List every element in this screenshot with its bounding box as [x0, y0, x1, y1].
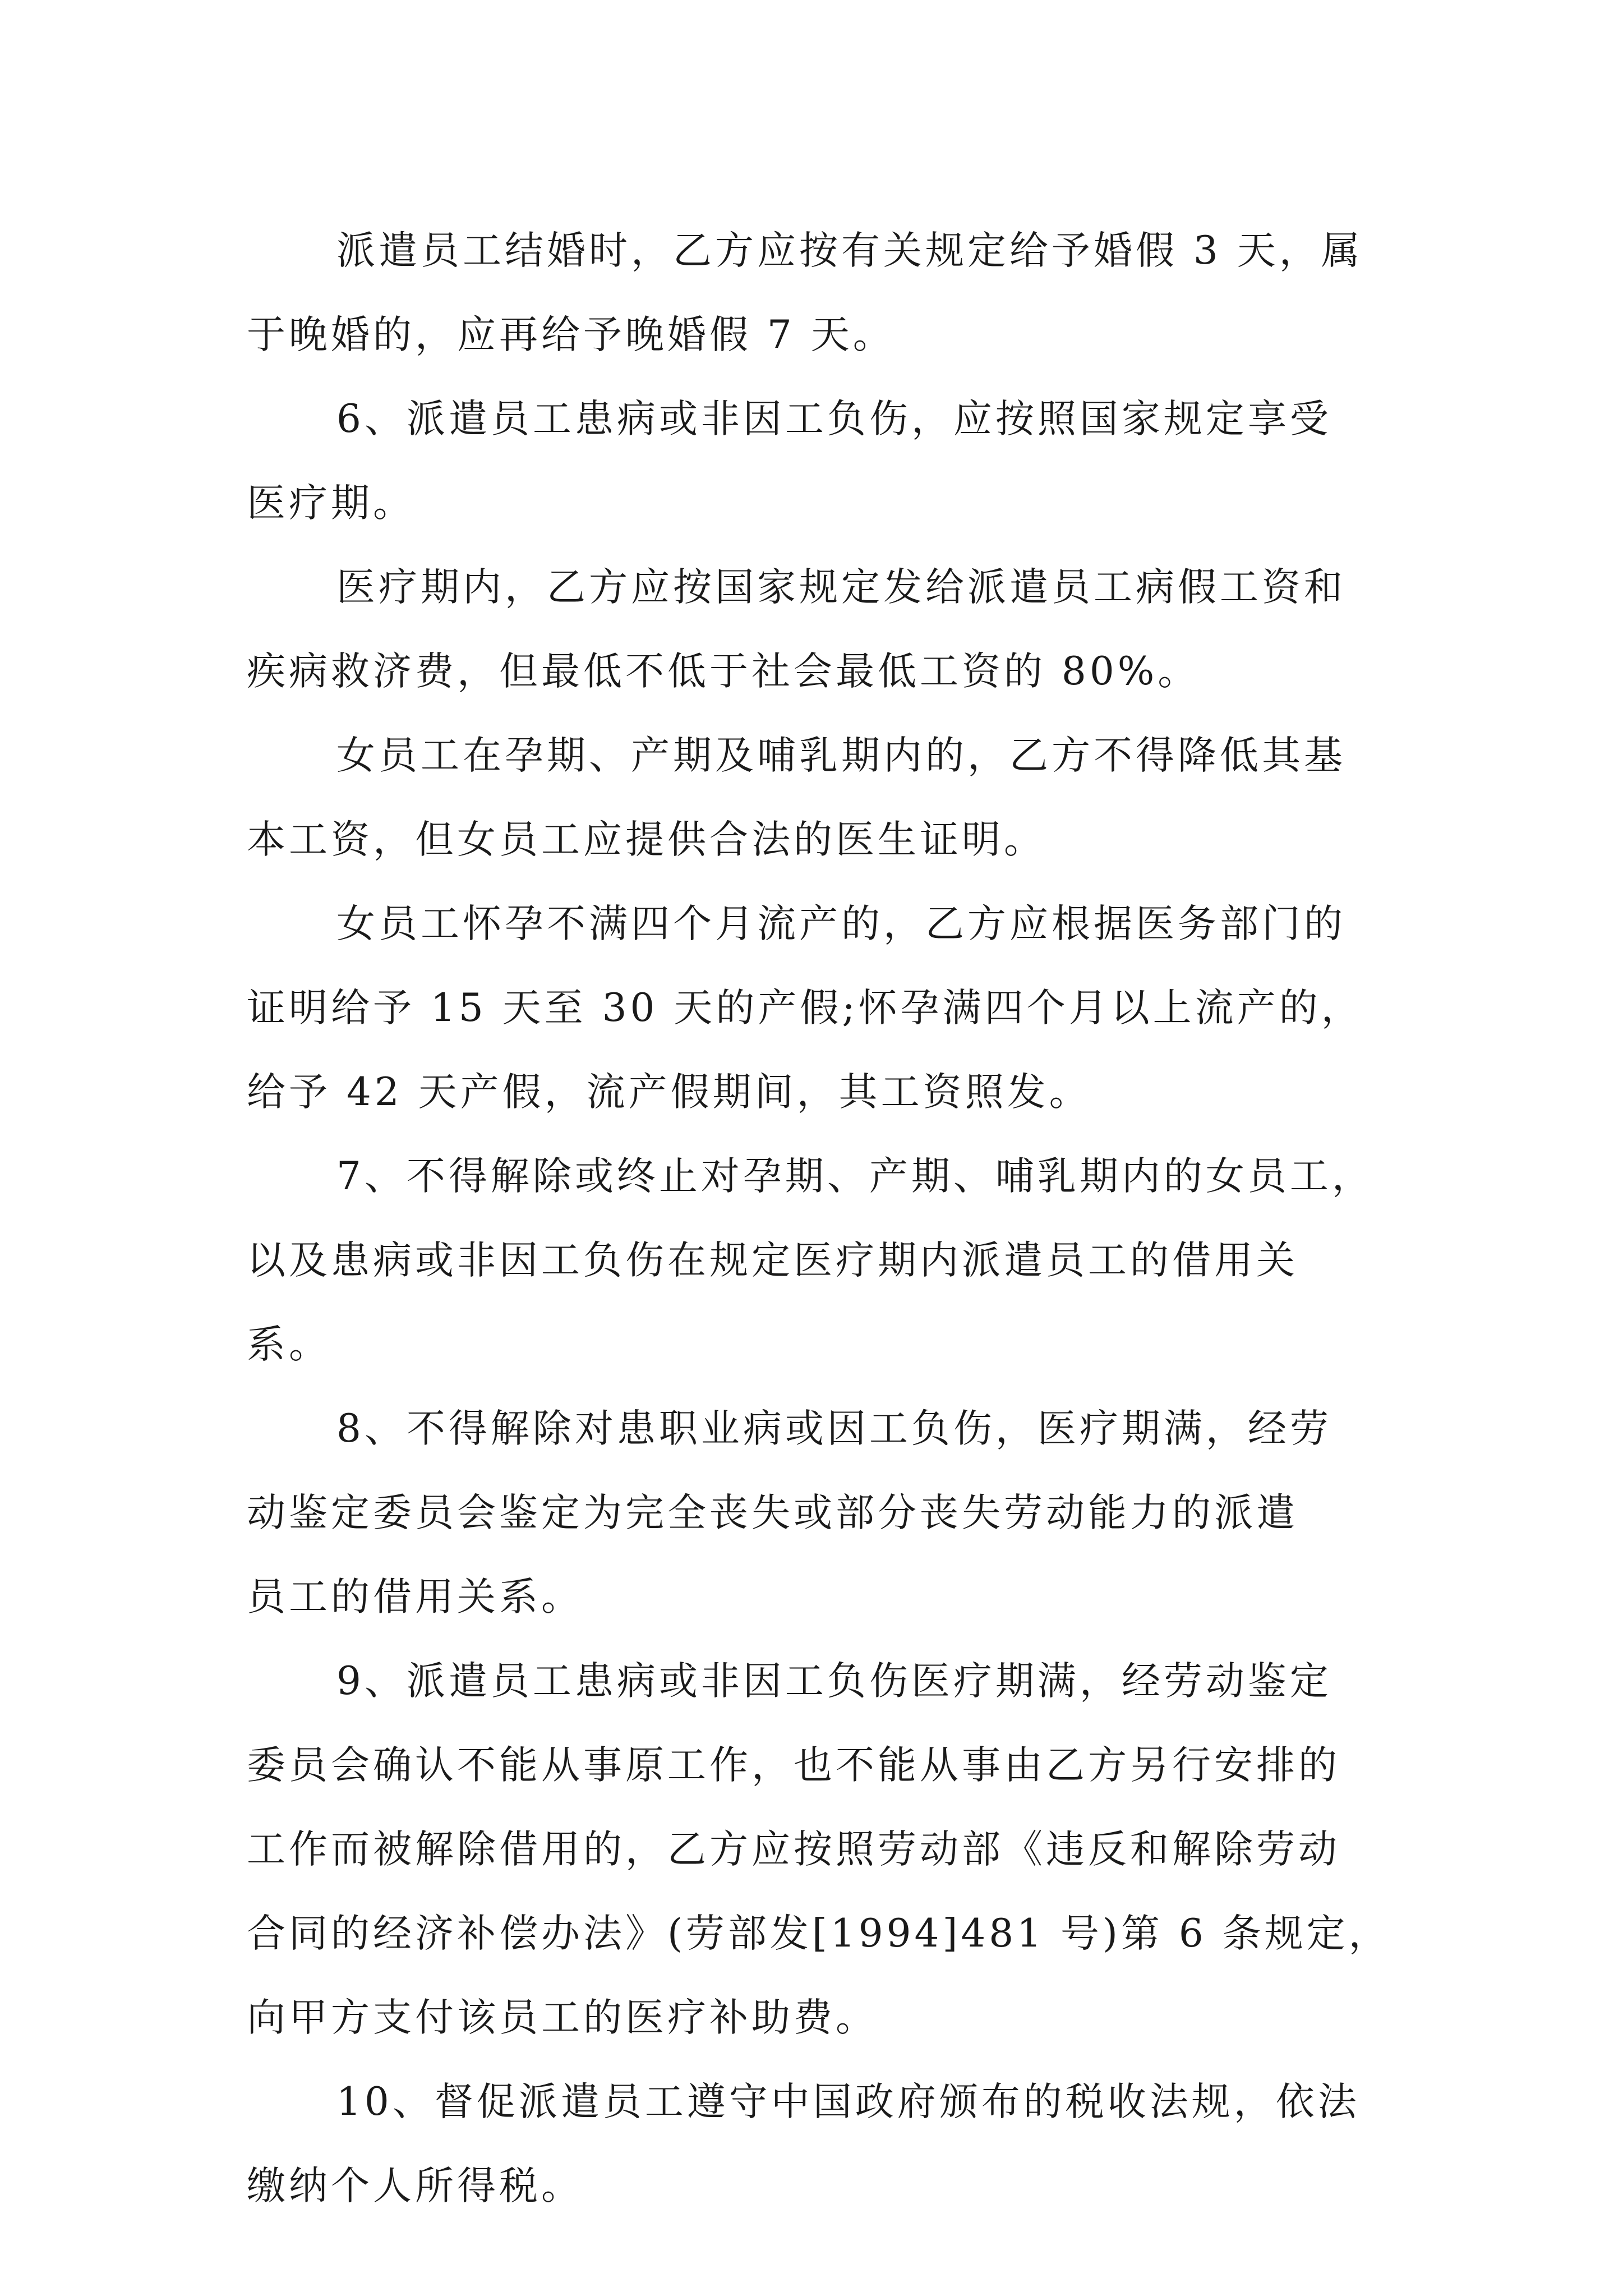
paragraph-line: 本工资，但女员工应提供合法的医生证明。: [247, 817, 1046, 862]
paragraph-line: 向甲方支付该员工的医疗补助费。: [247, 1995, 878, 2040]
paragraph-line: 于晚婚的，应再给予晚婚假 7 天。: [247, 312, 895, 357]
paragraph-line: 8、不得解除对患职业病或因工负伤，医疗期满，经劳: [336, 1406, 1332, 1451]
paragraph-line: 医疗期内，乙方应按国家规定发给派遣员工病假工资和: [336, 565, 1346, 610]
paragraph-line: 以及患病或非因工负伤在规定医疗期内派遣员工的借用关: [247, 1238, 1298, 1283]
paragraph-line: 女员工在孕期、产期及哺乳期内的，乙方不得降低其基: [336, 733, 1346, 778]
paragraph-line: 给予 42 天产假，流产假期间，其工资照发。: [247, 1070, 1091, 1115]
paragraph-line: 医疗期。: [247, 481, 415, 526]
paragraph-line: 6、派遣员工患病或非因工负伤，应按照国家规定享受: [336, 397, 1332, 441]
paragraph-line: 7、不得解除或终止对孕期、产期、哺乳期内的女员工，: [336, 1154, 1374, 1199]
paragraph-line: 系。: [247, 1322, 331, 1367]
paragraph-line: 合同的经济补偿办法》(劳部发[1994]481 号)第 6 条规定，: [247, 1911, 1391, 1956]
paragraph-line: 员工的借用关系。: [247, 1575, 583, 1619]
paragraph-line: 缴纳个人所得税。: [247, 2164, 583, 2208]
paragraph-line: 9、派遣员工患病或非因工负伤医疗期满，经劳动鉴定: [336, 1659, 1332, 1704]
paragraph-line: 派遣员工结婚时，乙方应按有关规定给予婚假 3 天，属: [336, 228, 1363, 273]
paragraph-line: 疾病救济费，但最低不低于社会最低工资的 80%。: [247, 649, 1200, 694]
document-body: [247, 209, 1391, 2228]
paragraph-line: 女员工怀孕不满四个月流产的，乙方应根据医务部门的: [336, 901, 1346, 946]
paragraph-line: 证明给予 15 天至 30 天的产假;怀孕满四个月以上流产的，: [247, 986, 1363, 1030]
paragraph-line: 动鉴定委员会鉴定为完全丧失或部分丧失劳动能力的派遣: [247, 1490, 1298, 1535]
paragraph-line: 工作而被解除借用的，乙方应按照劳动部《违反和解除劳动: [247, 1827, 1340, 1872]
paragraph-line: 委员会确认不能从事原工作，也不能从事由乙方另行安排的: [247, 1743, 1340, 1788]
paragraph-line: 10、督促派遣员工遵守中国政府颁布的税收法规，依法: [336, 2079, 1360, 2124]
